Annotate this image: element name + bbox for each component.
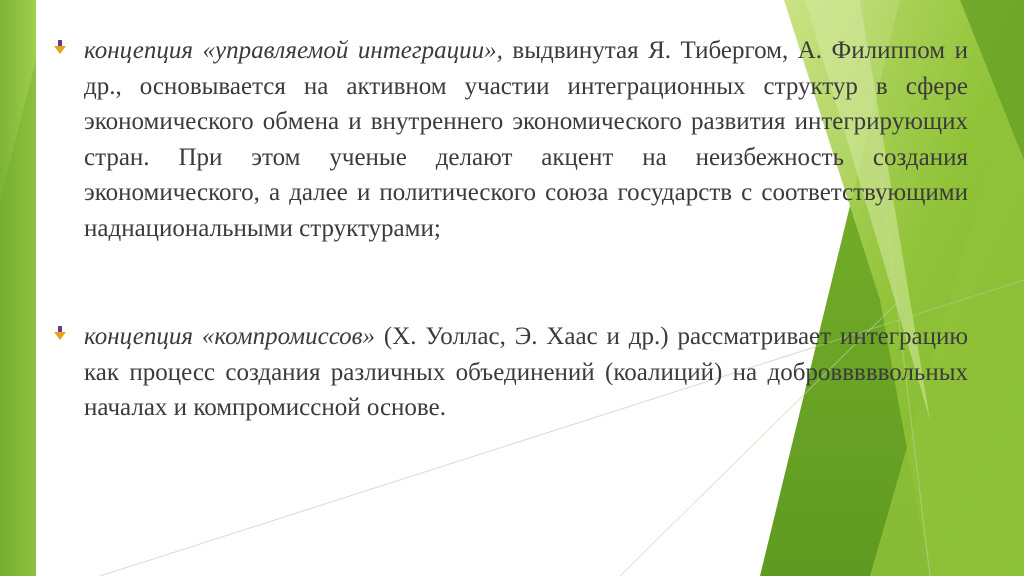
bullet-item-compromise: [84, 319, 968, 426]
bullet-term: концепция «компромиссов»: [84, 323, 376, 350]
arrow-bullet-icon: [54, 40, 66, 54]
arrow-bullet-icon: [54, 326, 66, 340]
bullet-text: (Х. Уоллас, Э. Хаас и др.) рассматривает интеграцию как процесс создания различных объединений (коалиций) на добровввввольных началах и компромиссной основе.: [84, 323, 969, 421]
bullet-text: выдвинутая Я. Тибергом, А. Филиппом и др., основывается на активном участии интеграционных структур в сфере экономического обмена и внутреннего экономического развития интегрирующих стран. При этом ученые делают акцент на неизбежность создания экономического, а далее и политического союза государств с соответствующими наднациональными структурами;: [84, 37, 968, 242]
bullet-term: концепция «управляемой интеграции»,: [84, 37, 503, 64]
bullet-item-managed-integration: [84, 33, 968, 246]
